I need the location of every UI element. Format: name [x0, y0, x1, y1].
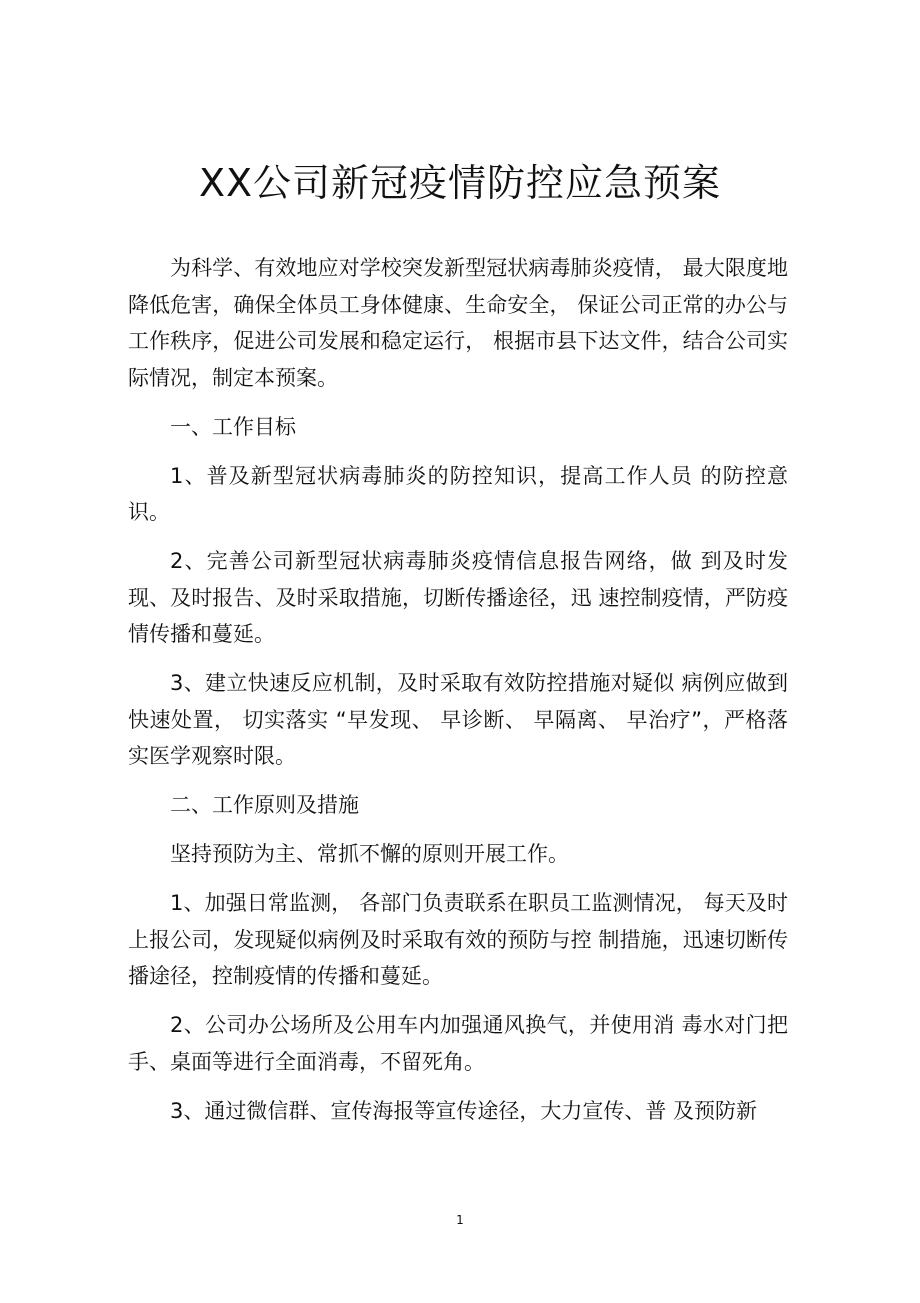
goal-item-2: 2、完善公司新型冠状病毒肺炎疫情信息报告网络，做 到及时发现、及时报告、及时采取措施，切断传播途径，迅 速控制疫情，严防疫情传播和蔓延。 — [128, 549, 788, 646]
goal-item-1: 1、普及新型冠状病毒肺炎的防控知识，提高工作人员 的防控意识。 — [128, 463, 788, 524]
page-number: 1 — [456, 1213, 464, 1227]
paragraph-intro: 为科学、有效地应对学校突发新型冠状病毒肺炎疫情， 最大限度地降低危害，确保全体员工身体健康、生命安全， 保证公司正常的办公与工作秩序，促进公司发展和稳定运行， 根据市县下达文件，结合公司实际情况，制定本预案。 — [128, 256, 788, 390]
measure-item-1: 1、加强日常监测， 各部门负责联系在职员工监测情况， 每天及时上报公司，发现疑似病例及时采取有效的预防与控 制措施，迅速切断传播途径，控制疫情的传播和蔓延。 — [128, 891, 788, 988]
section-heading-goals: 一、工作目标 — [170, 414, 296, 439]
goal-item-3: 3、建立快速反应机制，及时采取有效防控措施对疑似 病例应做到快速处置， 切实落实 “早发现、 早诊断、 早隔离、 早治疗”，严格落实医学观察时限。 — [128, 671, 788, 768]
measure-item-3: 3、通过微信群、宣传海报等宣传途径，大力宣传、普 及预防新 — [170, 1098, 758, 1123]
principle-statement: 坚持预防为主、常抓不懈的原则开展工作。 — [170, 842, 569, 866]
document-body — [128, 250, 788, 1142]
measure-item-2: 2、公司办公场所及公用车内加强通风换气，并使用消 毒水对门把手、桌面等进行全面消毒，不留死角。 — [128, 1013, 788, 1074]
section-heading-principles: 二、工作原则及措施 — [170, 793, 359, 817]
document-title: XX公司新冠疫情防控应急预案 — [198, 161, 722, 205]
